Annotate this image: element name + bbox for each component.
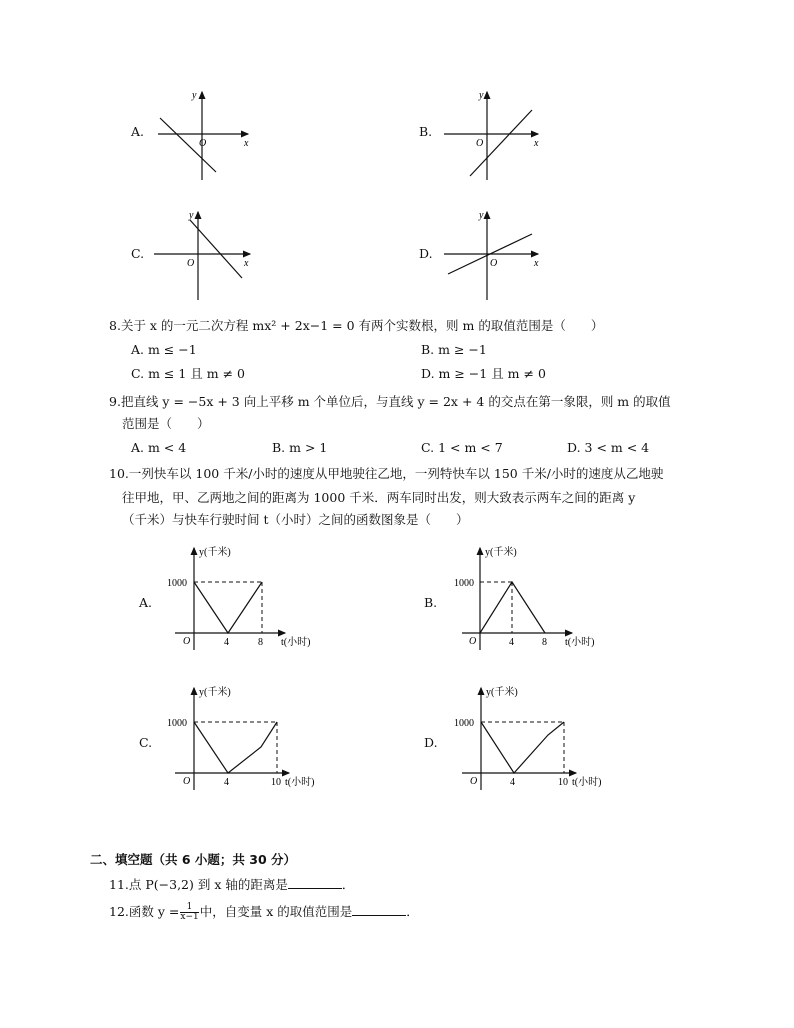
q12-frac-denominator: x−1 bbox=[180, 912, 199, 922]
x-label: x bbox=[244, 138, 249, 149]
q10-graph-a bbox=[165, 540, 325, 655]
q11 bbox=[109, 876, 354, 893]
origin-label: O bbox=[469, 636, 477, 647]
q9-number: 9. bbox=[109, 394, 121, 409]
q10-option-c-label: C. bbox=[139, 735, 153, 750]
y-label: y bbox=[189, 210, 194, 221]
origin-label: O bbox=[476, 138, 484, 149]
origin-label: O bbox=[490, 258, 498, 269]
q12-text-before: 函数 y = bbox=[128, 904, 180, 919]
x-tick-1: 4 bbox=[224, 777, 229, 788]
q10-stem-text: 一列快车以 100 千米/小时的速度从甲地驶往乙地，一列特快车以 150 千米/小时的速度从乙地驶 bbox=[128, 466, 664, 481]
q8-number: 8. bbox=[109, 318, 121, 333]
q10-number: 10. bbox=[109, 466, 129, 481]
q8-option-a: A. m ≤ −1 bbox=[131, 342, 197, 357]
t-axis-label: t(小时) bbox=[285, 777, 315, 788]
origin-label: O bbox=[470, 776, 478, 787]
q9-option-a: A. m < 4 bbox=[131, 440, 187, 455]
q9-stem-line2: 范围是（ ） bbox=[122, 416, 210, 431]
origin-label: O bbox=[199, 138, 207, 149]
q10-stem-line3: （千米）与快车行驶时间 t（小时）之间的函数图象是（ ） bbox=[122, 512, 469, 527]
q11-text: 点 P(−3,2) 到 x 轴的距离是 bbox=[128, 877, 288, 892]
q7-graph-b bbox=[440, 88, 550, 183]
origin-label: O bbox=[183, 776, 191, 787]
q10-graph-c bbox=[165, 680, 325, 795]
q9-stem-line1 bbox=[109, 394, 671, 410]
y-label: y bbox=[479, 210, 484, 221]
distance-curve bbox=[194, 722, 277, 773]
y-label: y bbox=[479, 90, 484, 101]
q11-answer-blank[interactable] bbox=[288, 876, 342, 889]
q12-frac-numerator: 1 bbox=[180, 903, 198, 913]
x-tick-2: 10 bbox=[271, 777, 281, 788]
q9-option-c: C. 1 < m < 7 bbox=[421, 440, 503, 455]
q9-option-d: D. 3 < m < 4 bbox=[567, 440, 650, 455]
q10-option-a-label: A. bbox=[139, 595, 153, 610]
q12-number: 12. bbox=[109, 904, 129, 919]
x-tick-2: 8 bbox=[258, 637, 263, 648]
x-tick-1: 4 bbox=[510, 777, 515, 788]
x-label: x bbox=[534, 138, 539, 149]
q12-end: ． bbox=[406, 904, 419, 919]
q7-option-d-label: D. bbox=[419, 246, 433, 261]
y-axis-label: y(千米) bbox=[486, 687, 518, 698]
q8-option-c: C. m ≤ 1 且 m ≠ 0 bbox=[131, 366, 245, 381]
y-tick-1000: 1000 bbox=[454, 718, 474, 729]
x-tick-1: 4 bbox=[509, 637, 514, 648]
q11-end: ． bbox=[341, 877, 355, 892]
q12-fraction bbox=[180, 903, 198, 922]
t-axis-label: t(小时) bbox=[565, 637, 595, 648]
x-label: x bbox=[244, 258, 249, 269]
y-tick-1000: 1000 bbox=[167, 578, 187, 589]
x-tick-2: 10 bbox=[558, 777, 568, 788]
q12-answer-blank[interactable] bbox=[352, 903, 406, 916]
q10-stem-line2: 往甲地，甲、乙两地之间的距离为 1000 千米．两车同时出发，则大致表示两车之间的距离 y bbox=[122, 490, 636, 505]
y-axis-label: y(千米) bbox=[485, 547, 517, 558]
x-tick-2: 8 bbox=[542, 637, 547, 648]
q12-text-mid: 中，自变量 x 的取值范围是 bbox=[199, 904, 353, 919]
q9-stem-text: 把直线 y = −5x + 3 向上平移 m 个单位后，与直线 y = 2x + 4 的交点在第一象限，则 m 的取值 bbox=[120, 394, 671, 409]
x-label: x bbox=[534, 258, 539, 269]
q7-option-c-label: C. bbox=[131, 246, 145, 261]
q8-option-b: B. m ≥ −1 bbox=[421, 342, 487, 357]
y-axis-label: y(千米) bbox=[199, 687, 231, 698]
q10-graph-d bbox=[452, 680, 612, 795]
q10-option-b-label: B. bbox=[424, 595, 438, 610]
distance-curve bbox=[481, 722, 564, 773]
q10-graph-b bbox=[452, 540, 612, 655]
q8-stem bbox=[109, 318, 603, 334]
distance-curve bbox=[194, 582, 262, 633]
q7-graph-a bbox=[150, 88, 260, 183]
q7-graph-c bbox=[150, 208, 260, 303]
y-axis-label: y(千米) bbox=[199, 547, 231, 558]
q7-option-a-label: A. bbox=[131, 124, 145, 139]
q10-stem-line1 bbox=[109, 466, 663, 482]
q8-stem-text: 关于 x 的一元二次方程 mx² + 2x−1 = 0 有两个实数根，则 m 的取值范围是（ ） bbox=[120, 318, 604, 333]
function-line bbox=[160, 118, 216, 172]
origin-label: O bbox=[187, 258, 195, 269]
q10-option-d-label: D. bbox=[424, 735, 438, 750]
q7-graph-d bbox=[440, 208, 550, 303]
x-tick-1: 4 bbox=[224, 637, 229, 648]
t-axis-label: t(小时) bbox=[281, 637, 311, 648]
q12 bbox=[109, 903, 419, 922]
q9-option-b: B. m > 1 bbox=[272, 440, 328, 455]
origin-label: O bbox=[183, 636, 191, 647]
y-label: y bbox=[192, 90, 197, 101]
t-axis-label: t(小时) bbox=[572, 777, 602, 788]
y-tick-1000: 1000 bbox=[454, 578, 474, 589]
y-tick-1000: 1000 bbox=[167, 718, 187, 729]
q7-option-b-label: B. bbox=[419, 124, 433, 139]
q11-number: 11. bbox=[109, 877, 129, 892]
section-title: 二、填空题（共 6 小题；共 30 分） bbox=[90, 852, 297, 867]
q8-option-d: D. m ≥ −1 且 m ≠ 0 bbox=[421, 366, 546, 381]
